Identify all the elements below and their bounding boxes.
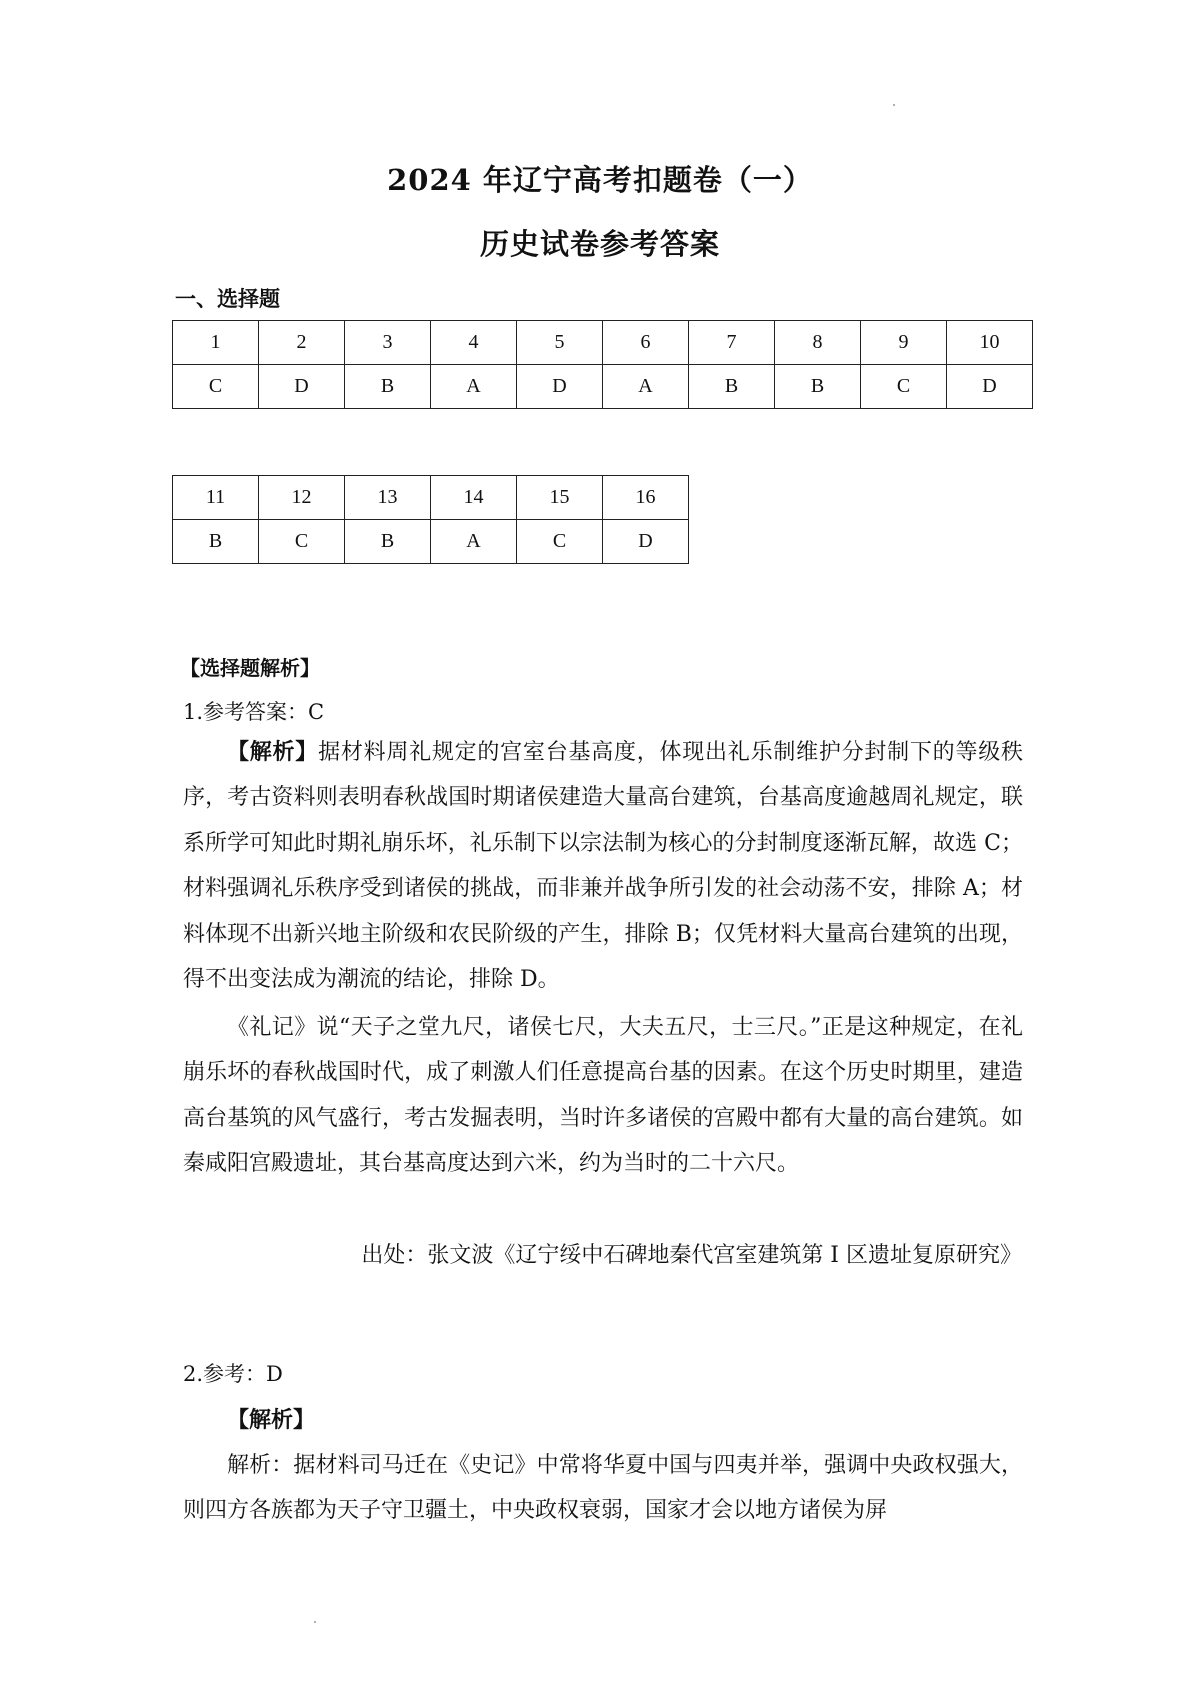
table-cell: D xyxy=(517,365,603,409)
table-cell: B xyxy=(689,365,775,409)
speck-mark xyxy=(314,1621,316,1623)
table-cell: 3 xyxy=(345,321,431,365)
table-cell: 2 xyxy=(259,321,345,365)
q2-analysis-paragraph: 解析：据材料司马迁在《史记》中常将华夏中国与四夷并举，强调中央政权强大，则四方各族都为天子守卫疆土，中央政权衰弱，国家才会以地方诸侯为屏 xyxy=(183,1453,1023,1524)
section-heading-choice: 一、选择题 xyxy=(175,287,280,311)
q2-analysis-tag: 【解析】 xyxy=(227,1407,316,1433)
answer-table-1 xyxy=(172,320,1033,409)
table-cell: 13 xyxy=(345,476,431,520)
table-cell: D xyxy=(603,520,689,564)
table-cell: 14 xyxy=(431,476,517,520)
table-cell: A xyxy=(603,365,689,409)
analysis-text: 据材料周礼规定的宫室台基高度，体现出礼乐制维护分封制下的等级秩序，考古资料则表明春秋战国时期诸侯建造大量高台建筑，台基高度逾越周礼规定，联系所学可知此时期礼崩乐坏，礼乐制下以宗法制为核心的分封制度逐渐瓦解，故选 C；材料强调礼乐秩序受到诸侯的挑战，而非兼并战争所引发的社会动荡不安，排除 A；材料体现不出新兴地主阶级和农民阶级的产生，排除 B；仅凭材料大量高台建筑的出现，得不出变法成为潮流的结论，排除 D。 xyxy=(183,740,1023,993)
table-cell: 12 xyxy=(259,476,345,520)
analysis-tag: 【解析】 xyxy=(227,739,319,765)
table-row-answers xyxy=(173,520,689,564)
table-cell: 1 xyxy=(173,321,259,365)
table-cell: C xyxy=(173,365,259,409)
table-cell: A xyxy=(431,365,517,409)
table-cell: D xyxy=(947,365,1033,409)
document-subtitle: 历史试卷参考答案 xyxy=(479,227,720,261)
q1-analysis-paragraph xyxy=(183,730,1023,1002)
table-cell: C xyxy=(861,365,947,409)
table-cell: 6 xyxy=(603,321,689,365)
q1-answer-line: 1.参考答案：C xyxy=(183,700,325,724)
table-cell: B xyxy=(345,520,431,564)
table-cell: 4 xyxy=(431,321,517,365)
analysis-heading: 【选择题解析】 xyxy=(180,656,320,680)
source-citation: 出处：张文波《辽宁绥中石碑地秦代宫室建筑第 I 区遗址复原研究》 xyxy=(361,1243,1022,1268)
table-cell: B xyxy=(345,365,431,409)
table-cell: 9 xyxy=(861,321,947,365)
table-cell: 11 xyxy=(173,476,259,520)
table-row-answers xyxy=(173,365,1033,409)
table-cell: 8 xyxy=(775,321,861,365)
speck-mark xyxy=(893,104,895,106)
table-cell: A xyxy=(431,520,517,564)
table-cell: D xyxy=(259,365,345,409)
table-row-numbers xyxy=(173,321,1033,365)
q1-extra-paragraph: 《礼记》说“天子之堂九尺，诸侯七尺，大夫五尺，士三尺。”正是这种规定，在礼崩乐坏的春秋战国时代，成了刺激人们任意提高台基的因素。在这个历史时期里，建造高台基筑的风气盛行，考古发掘表明，当时许多诸侯的宫殿中都有大量的高台建筑。如秦咸阳宫殿遗址，其台基高度达到六米，约为当时的二十六尺。 xyxy=(183,1015,1023,1177)
document-title: 2024 年辽宁高考扣题卷（一） xyxy=(387,163,813,197)
answer-table-2 xyxy=(172,475,689,564)
table-cell: B xyxy=(775,365,861,409)
table-cell: C xyxy=(259,520,345,564)
table-cell: C xyxy=(517,520,603,564)
table-row-numbers xyxy=(173,476,689,520)
q2-answer-line: 2.参考：D xyxy=(183,1362,283,1386)
table-cell: 16 xyxy=(603,476,689,520)
table-cell: B xyxy=(173,520,259,564)
table-cell: 10 xyxy=(947,321,1033,365)
table-cell: 7 xyxy=(689,321,775,365)
table-cell: 5 xyxy=(517,321,603,365)
table-cell: 15 xyxy=(517,476,603,520)
